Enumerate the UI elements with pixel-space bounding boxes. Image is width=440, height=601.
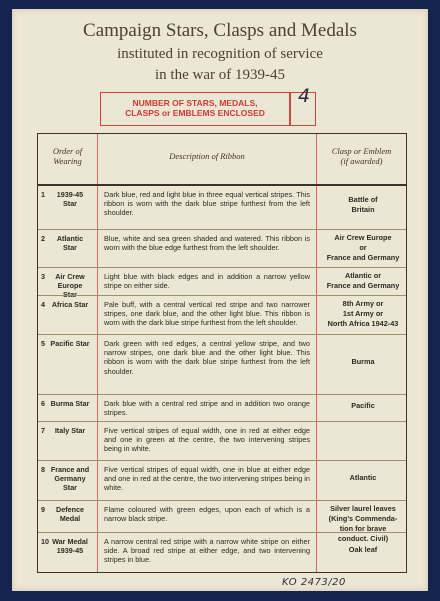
order-number: 5 bbox=[41, 339, 45, 348]
order-number: 4 bbox=[41, 300, 45, 309]
clasp-emblem bbox=[321, 233, 405, 263]
card-subtitle: instituted in recognition of service bbox=[117, 46, 323, 62]
clasp-line: or bbox=[359, 243, 367, 252]
table-row bbox=[38, 421, 406, 460]
clasp-emblem bbox=[321, 357, 405, 367]
clasp-line: North Africa 1942-43 bbox=[327, 319, 399, 328]
ribbon-description: Light blue with black edges and in addition a narrow yellow stripe on either side. bbox=[104, 272, 310, 291]
ribbon-description: Pale buff, with a central vertical red stripe and two narrower stripes, one dark blue, and the other light blue. This ribbon is worn with the dark blue stripe furthest from the left shoulder. bbox=[104, 300, 310, 328]
handwritten-reference: KO 2473/20 bbox=[282, 577, 346, 588]
table-row bbox=[38, 295, 406, 334]
ribbon-description: Blue, white and sea green shaded and watered. This ribbon is worn with the blue edge furthest from the left shoulder. bbox=[104, 234, 310, 253]
clasp-emblem bbox=[321, 271, 405, 291]
clasp-line: Atlantic bbox=[349, 473, 377, 482]
medal-card bbox=[12, 9, 428, 591]
clasp-line: Pacific bbox=[351, 400, 375, 410]
clasp-line: Atlantic or bbox=[344, 271, 382, 280]
medal-name-text: Burma Star bbox=[50, 399, 90, 408]
ribbon-description: A narrow central red stripe with a narrow white stripe on either side. A broad red stripe at either edge, and two intervening stripes in blue. bbox=[104, 537, 310, 565]
card-subtitle-war: in the war of 1939-45 bbox=[155, 67, 285, 83]
ribbon-table bbox=[37, 133, 407, 573]
medal-name-text: Africa Star bbox=[51, 300, 89, 309]
enclosed-count-box bbox=[100, 85, 316, 126]
medal-name-text: Air Crew Europe Star bbox=[55, 272, 85, 299]
table-row bbox=[38, 532, 406, 572]
enclosed-count-value: 4 bbox=[297, 85, 311, 107]
ribbon-description: Five vertical stripes of equal width, one in blue at either edge and one in red at the centre, the two intervening stripes being in white. bbox=[104, 465, 310, 493]
order-number: 1 bbox=[41, 190, 45, 199]
clasp-line: Battle of bbox=[348, 194, 378, 204]
clasp-line: France and Germany bbox=[326, 281, 400, 290]
order-number: 2 bbox=[41, 234, 45, 243]
clasp-line: Silver laurel leaves bbox=[330, 504, 396, 513]
medal-name-text: France and Germany Star bbox=[50, 465, 90, 492]
clasp-emblem bbox=[321, 401, 405, 411]
table-row bbox=[38, 267, 406, 299]
ribbon-description: Dark green with red edges, a central yellow stripe, and two narrow stripes, one dark blue and the other light blue. This ribbon is worn with the dark blue stripe furthest from the left shoulder. bbox=[104, 339, 310, 376]
header-order: Order of Wearing bbox=[52, 146, 83, 166]
header-description: Description of Ribbon bbox=[169, 151, 245, 161]
clasp-line: Burma bbox=[351, 357, 375, 366]
medal-name-text: Atlantic Star bbox=[56, 234, 84, 252]
clasp-line: conduct. Civil) bbox=[337, 534, 389, 543]
enclosed-count-label: NUMBER OF STARS, MEDALS, CLASPS or EMBLEMS ENCLOSED bbox=[125, 98, 265, 118]
order-number: 9 bbox=[41, 505, 45, 514]
header-clasp: Clasp or Emblem (if awarded) bbox=[331, 146, 392, 166]
medal-name-text: 1939-45 Star bbox=[56, 190, 84, 208]
medal-name-text: Pacific Star bbox=[50, 339, 90, 348]
clasp-line: 1st Army or bbox=[342, 309, 384, 318]
table-row bbox=[38, 186, 406, 229]
ribbon-description: Five vertical stripes of equal width, one in red at either edge and one in green at the centre, the two intervening stripes being in white. bbox=[104, 426, 310, 454]
card-title: Campaign Stars, Clasps and Medals bbox=[83, 20, 357, 41]
clasp-line: (King's Commenda- bbox=[328, 514, 398, 523]
table-row bbox=[38, 394, 406, 421]
clasp-emblem bbox=[321, 195, 405, 215]
clasp-line: 8th Army or bbox=[342, 299, 384, 308]
clasp-emblem bbox=[321, 545, 405, 555]
order-number: 6 bbox=[41, 399, 45, 408]
order-number: 7 bbox=[41, 426, 45, 435]
clasp-line: Oak leaf bbox=[348, 545, 378, 554]
ribbon-description: Dark blue, red and light blue in three equal vertical stripes. This ribbon is worn with the dark blue stripe furthest from the left shoulder. bbox=[104, 190, 310, 218]
medal-name-text: Defence Medal bbox=[56, 505, 84, 523]
order-number: 10 bbox=[41, 537, 49, 546]
table-row bbox=[38, 229, 406, 267]
order-number: 3 bbox=[41, 272, 45, 281]
table-row bbox=[38, 460, 406, 500]
order-number: 8 bbox=[41, 465, 45, 474]
clasp-line: tion for brave bbox=[339, 524, 387, 533]
clasp-line: France and Germany bbox=[326, 253, 400, 262]
clasp-line: Britain bbox=[351, 204, 375, 214]
table-row bbox=[38, 334, 406, 394]
medal-name-text: War Medal 1939-45 bbox=[52, 537, 88, 555]
clasp-line: Air Crew Europe bbox=[334, 233, 392, 242]
clasp-emblem bbox=[321, 299, 405, 329]
medal-name-text: Italy Star bbox=[54, 426, 86, 435]
ribbon-description: Dark blue with a central red stripe and in addition two orange stripes. bbox=[104, 399, 310, 418]
ribbon-description: Flame coloured with green edges, upon each of which is a narrow black stripe. bbox=[104, 505, 310, 524]
clasp-emblem bbox=[321, 473, 405, 483]
